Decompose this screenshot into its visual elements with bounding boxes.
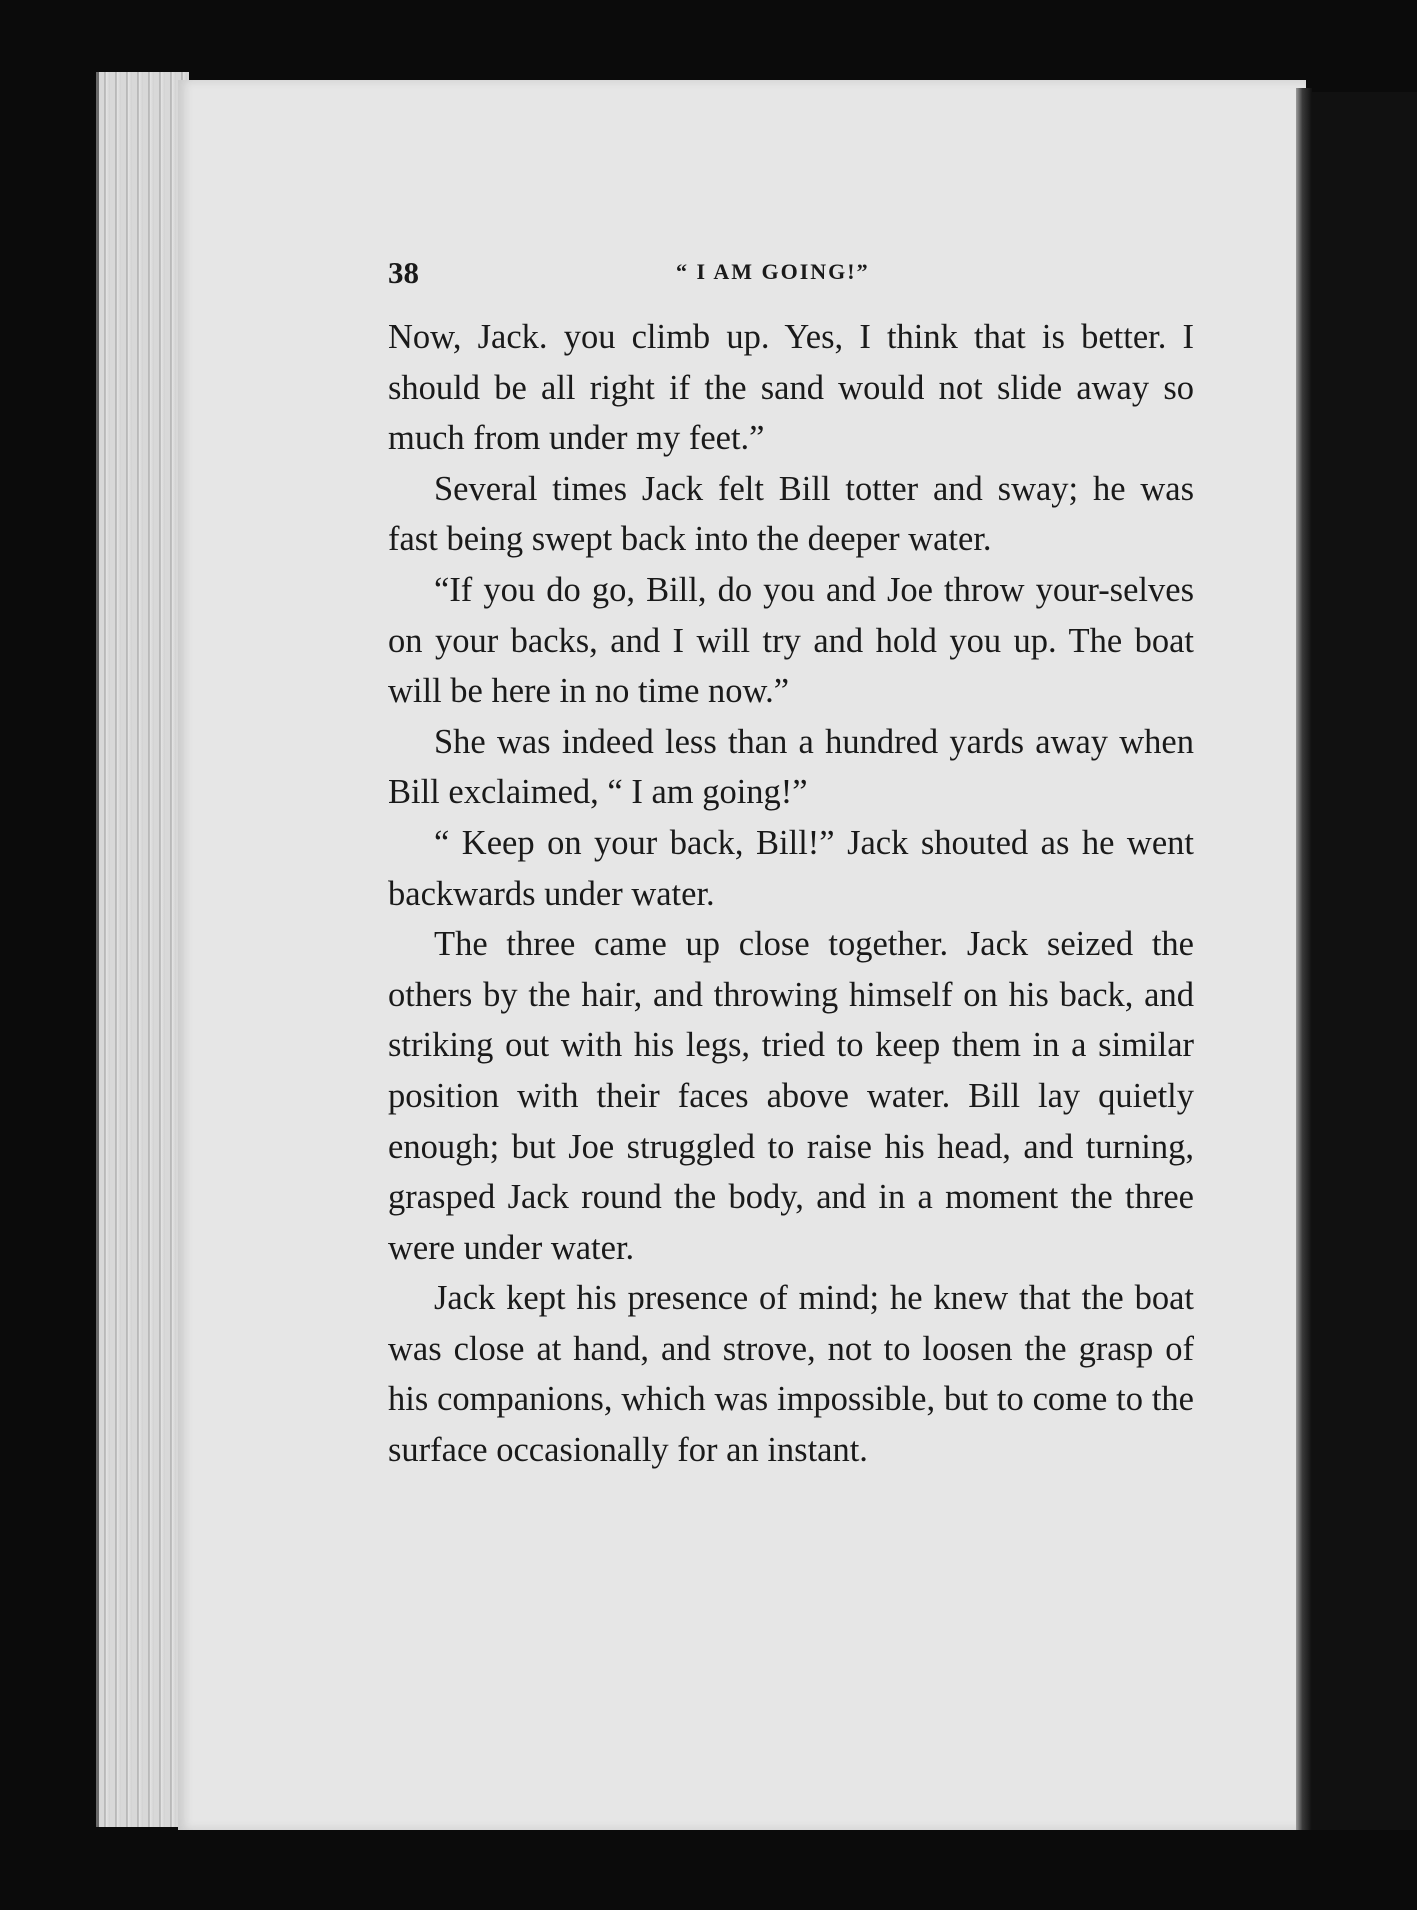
paragraph-1: Now, Jack. you climb up. Yes, I think that is better. I should be all right if the sand would not slide away so much from under my feet.” bbox=[388, 318, 1194, 458]
paragraph-5: “ Keep on your back, Bill!” Jack shouted as he went backwards under water. bbox=[388, 823, 1194, 913]
body-text bbox=[388, 312, 1194, 1476]
paragraph-6: The three came up close together. Jack seized the others by the hair, and throwing himself on his back, and striking out with his legs, tried to keep them in a similar position with their faces above water. Bill lay quietly enough; but Joe struggled to raise his head, and turning, grasped Jack round the body, and in a moment the three were under water. bbox=[388, 925, 1194, 1267]
book-gutter-edge bbox=[1296, 88, 1312, 1830]
adjacent-page-shadow bbox=[1312, 92, 1417, 1830]
running-title: “ I AM GOING!” bbox=[676, 259, 870, 284]
page-number: 38 bbox=[388, 255, 419, 290]
paragraph-4: She was indeed less than a hundred yards away when Bill exclaimed, “ I am going!” bbox=[388, 722, 1194, 812]
book-page-edges bbox=[96, 72, 189, 1827]
paragraph-3: “If you do go, Bill, do you and Joe throw your-selves on your backs, and I will try and hold you up. The boat will be here in no time now.” bbox=[388, 570, 1194, 711]
paragraph-2: Several times Jack felt Bill totter and sway; he was fast being swept back into the deeper water. bbox=[388, 469, 1194, 559]
paragraph-7: Jack kept his presence of mind; he knew that the boat was close at hand, and strove, not to loosen the grasp of his companions, which was impossible, but to come to the surface occasionally for an instant. bbox=[388, 1279, 1194, 1470]
running-header bbox=[388, 255, 1188, 305]
